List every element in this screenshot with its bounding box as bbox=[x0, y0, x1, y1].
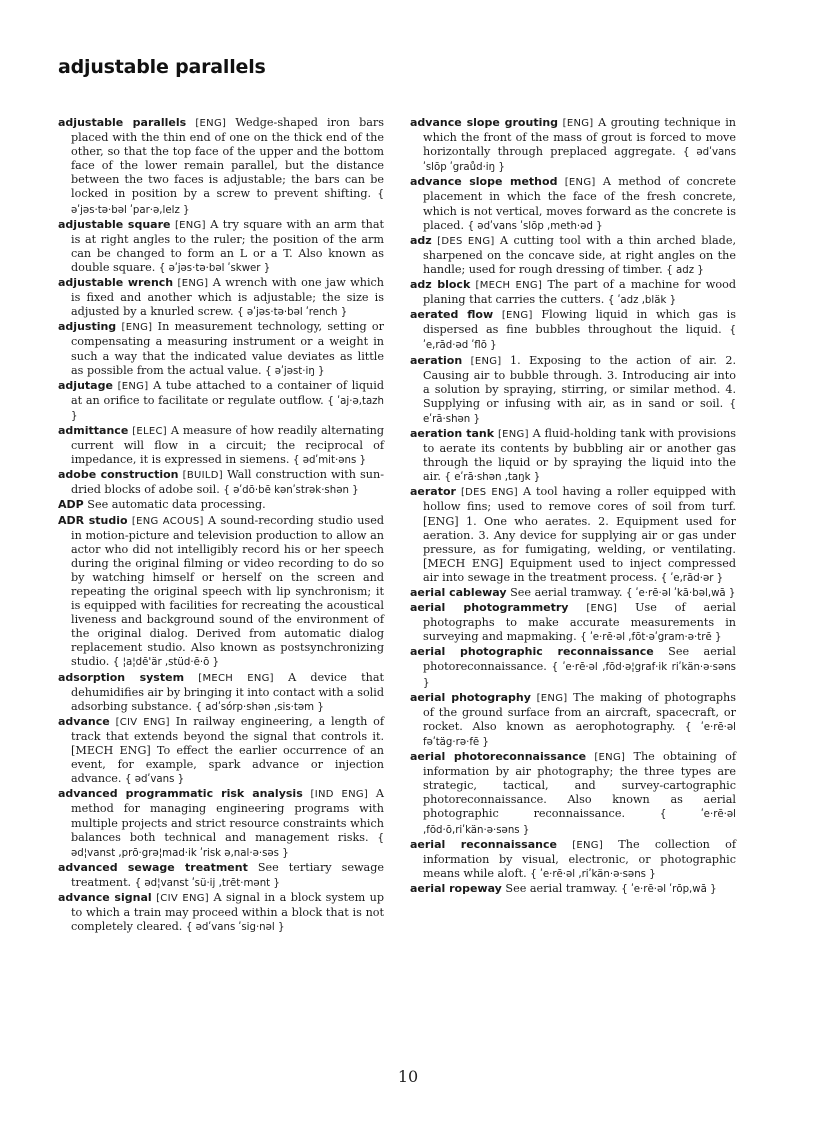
pronunciation: { ¦a¦dē'är ,stüd·ē·ō } bbox=[112, 657, 220, 669]
pronunciation: { ʹe·rē·əl fəʹtäg·rə·fē } bbox=[423, 721, 736, 748]
pronunciation: { ʹe,rād·əd ʹflō } bbox=[423, 325, 736, 352]
entry-headword: adjustable wrench bbox=[58, 276, 174, 290]
subject-label: [ENG] bbox=[594, 752, 626, 764]
running-head: adjustable parallels bbox=[58, 56, 266, 78]
pronunciation: { əd¦vanst ʹsü·ij ,trēt·mənt } bbox=[134, 877, 280, 889]
dictionary-entry bbox=[410, 601, 736, 645]
entry-headword: advanced sewage treatment bbox=[58, 860, 248, 874]
entry-definition: Flowing liquid in which gas is dispersed as fine bubbles throughout the liquid. bbox=[423, 308, 737, 337]
pronunciation: { əʹjəs·tə·bəl ʹskwer } bbox=[158, 262, 271, 274]
dictionary-entry bbox=[410, 691, 736, 750]
subject-label: [ENG ACOUS] bbox=[131, 515, 204, 527]
entry-definition: The collection of information by visual, electronic, or photographic means while aloft. bbox=[423, 837, 737, 880]
entry-definition: A measure of how readily alternating current will flow in a circuit; the reciprocal of impedance, it is expressed in siemens. bbox=[71, 423, 384, 467]
dictionary-entry bbox=[410, 750, 736, 838]
pronunciation: { ʹe·rē·əl ,fōd·ə¦graf·ik riʹkän·ə·səns } bbox=[423, 662, 736, 689]
entry-headword: adobe construction bbox=[58, 468, 179, 482]
entry-headword: advanced programmatic risk analysis bbox=[58, 787, 303, 801]
entry-definition: Wall construction with sun-dried blocks of adobe soil. bbox=[71, 468, 384, 497]
dictionary-entry bbox=[410, 645, 736, 690]
entry-headword: aerial photographic reconnaissance bbox=[410, 645, 654, 659]
pronunciation: { ʹaj·ə,tazh } bbox=[71, 395, 384, 422]
subject-label: [MECH ENG] bbox=[198, 672, 274, 684]
pronunciation: { ədʹvans } bbox=[125, 774, 185, 786]
dictionary-entry bbox=[58, 116, 384, 218]
subject-label: [IND ENG] bbox=[310, 789, 369, 801]
subject-label: [MECH ENG] bbox=[475, 280, 543, 292]
pronunciation: { əʹjəst·iŋ } bbox=[265, 365, 325, 377]
dictionary-entry bbox=[58, 715, 384, 787]
subject-label: [BUILD] bbox=[182, 470, 223, 482]
pronunciation: { əd¦vanst ,prō·grə¦mad·ik ʹrisk ə,nal·ə·səs } bbox=[71, 832, 384, 859]
subject-label: [DES ENG] bbox=[460, 487, 518, 499]
dictionary-entry bbox=[410, 882, 736, 897]
entry-definition: The making of photographs of the ground surface from an aircraft, spacecraft, or rocket. Also known as aerophotography. bbox=[423, 690, 736, 733]
entry-definition: In railway engineering, a length of track that extends beyond the signal that controls it. [MECH ENG] To effect the earlier occurrence of an event, for example, spark advance or injection advance. bbox=[71, 714, 384, 786]
dictionary-entry bbox=[58, 379, 384, 424]
pronunciation: { əʹjəs·tə·bəl ʹpar·ə,lelz } bbox=[71, 189, 384, 216]
entry-definition: A cutting tool with a thin arched blade, sharpened on the concave side, at right angles on the handle; used for rough dressing of timber. bbox=[423, 233, 736, 276]
subject-label: [ENG] bbox=[586, 603, 618, 615]
entry-headword: aerial ropeway bbox=[410, 881, 502, 895]
dictionary-entry bbox=[58, 514, 384, 671]
entry-headword: aerial photography bbox=[410, 690, 531, 704]
dictionary-entry bbox=[410, 586, 736, 601]
entry-definition: See tertiary sewage treatment. bbox=[71, 860, 384, 889]
dictionary-entry bbox=[410, 354, 736, 427]
dictionary-entry bbox=[58, 671, 384, 715]
subject-label: [ENG] bbox=[117, 380, 149, 392]
subject-label: [ENG] bbox=[501, 310, 533, 322]
pronunciation: { eʹrā·shən } bbox=[423, 398, 736, 425]
entry-headword: advance slope grouting bbox=[410, 116, 559, 129]
right-column bbox=[410, 116, 736, 897]
pronunciation: { ʹadz ,bläk } bbox=[607, 295, 677, 307]
dictionary-entry bbox=[410, 175, 736, 233]
entry-definition: A try square with an arm that is at right angles to the ruler; the position of the arm can be changed to form an L or a T. Also known as double square. bbox=[71, 217, 385, 274]
entry-headword: advance bbox=[58, 714, 110, 728]
entry-headword: advance signal bbox=[58, 890, 152, 904]
pronunciation: { ʹe,rād·ər } bbox=[660, 572, 724, 584]
pronunciation: { ʹe·rē·əl ,fōt·əʹgram·ə·trē } bbox=[580, 632, 722, 644]
entry-definition: See aerial tramway. bbox=[505, 881, 618, 895]
entry-headword: advance slope method bbox=[410, 175, 558, 189]
entry-headword: adsorption system bbox=[58, 670, 185, 684]
entry-definition: A fluid-holding tank with provisions to aerate its contents by bubbling air or another gas through the liquid or by spraying the liquid into the air. bbox=[423, 426, 737, 484]
entry-headword: ADR studio bbox=[58, 513, 128, 527]
subject-label: [ENG] bbox=[572, 839, 604, 851]
subject-label: [DES ENG] bbox=[437, 235, 495, 247]
pronunciation: { ʹe·rē·əl ʹrōp,wā } bbox=[621, 883, 717, 895]
entry-headword: adjutage bbox=[58, 378, 113, 392]
subject-label: [ENG] bbox=[121, 322, 153, 334]
dictionary-entry bbox=[58, 498, 384, 513]
entry-definition: A tool having a roller equipped with hollow fins; used to remove cores of soil from turf. [ENG] 1. One who aerates. 2. Equipment used for aeration. 3. Any device for supplying air or gas under pressure, as for fumigating, welding, or ventilating. [MECH ENG] Equipment used to inject compressed air into sewage in the treatment process. bbox=[423, 485, 736, 584]
dictionary-entry bbox=[410, 838, 736, 882]
entry-headword: adjusting bbox=[58, 320, 117, 334]
entry-headword: aerator bbox=[410, 485, 456, 499]
pronunciation: { ʹe·rē·əl ,fōd·ō,riʹkän·ə·səns } bbox=[423, 809, 736, 836]
entry-definition: See aerial tramway. bbox=[510, 586, 623, 599]
entry-definition: Wedge-shaped iron bars placed with the thin end of one on the thick end of the other, so that the top face of the upper and the bottom face of the lower remain parallel, but the distance between the two faces is adjustable; the bars can be locked in position by a screw to prevent shifting. bbox=[71, 116, 385, 201]
entry-definition: In measurement technology, setting or compensating a measuring instrument or a weight in such a way that the indicated value deviates as little as possible from the actual value. bbox=[71, 320, 385, 377]
entry-headword: aeration bbox=[410, 353, 463, 367]
entry-definition: See aerial photoreconnaissance. bbox=[423, 645, 736, 674]
pronunciation: { adʹsórp·shən ,sis·təm } bbox=[195, 701, 324, 713]
dictionary-entry bbox=[410, 116, 736, 175]
entry-headword: aerial cableway bbox=[410, 586, 507, 599]
entry-definition: A device that dehumidifies air by bringing it into contact with a solid adsorbing substance. bbox=[71, 670, 384, 713]
pronunciation: { eʹrā·shən ,taŋk } bbox=[444, 472, 541, 484]
dictionary-entry bbox=[58, 320, 384, 378]
subject-label: [ENG] bbox=[564, 177, 596, 189]
dictionary-entry bbox=[58, 218, 384, 276]
entry-definition: The obtaining of information by air photography; the three types are strategic, tactical, and survey-cartographic photoreconnaissance. Also known as aerial photographic reconnaissance. bbox=[423, 750, 736, 821]
subject-label: [ELEC] bbox=[132, 425, 167, 437]
dictionary-entry bbox=[410, 308, 736, 353]
pronunciation: { ədʹvans ʹsig·nəl } bbox=[185, 922, 285, 934]
entry-definition: A method of concrete placement in which the face of the fresh concrete, which is not vertical, moves forward as the concrete is placed. bbox=[423, 175, 737, 232]
subject-label: [ENG] bbox=[174, 219, 206, 231]
entry-headword: aerial reconnaissance bbox=[410, 837, 557, 851]
dictionary-entry bbox=[410, 485, 736, 586]
entry-definition: A tube attached to a container of liquid at an orifice to facilitate or regulate outflow. bbox=[71, 378, 384, 407]
entry-headword: aerial photoreconnaissance bbox=[410, 750, 587, 764]
pronunciation: { ədʹvans ʹslōp ,meth·əd } bbox=[467, 220, 603, 232]
entry-headword: aeration tank bbox=[410, 426, 495, 440]
entry-headword: ADP bbox=[58, 498, 84, 512]
entry-headword: adjustable parallels bbox=[58, 116, 187, 129]
entry-headword: adz block bbox=[410, 278, 471, 292]
entry-definition: See automatic data processing. bbox=[87, 498, 266, 512]
entry-headword: adz bbox=[410, 233, 432, 247]
dictionary-entry bbox=[58, 787, 384, 860]
entry-definition: The part of a machine for wood planing that carries the cutters. bbox=[423, 278, 736, 307]
entry-definition: A wrench with one jaw which is fixed and another which is adjustable; the size is adjusted by a knurled screw. bbox=[71, 276, 384, 319]
entry-definition: A sound-recording studio used in motion-picture and television production to allow an actor who did not intelligibly record his or her speech during the original filming or video recording to do so by watching himself or herself on the screen and repeating the original speech with lip synchronism; it is equipped with facilities for recreating the acoustical liveness and background sound of the environment of the original dialog. Derived from automatic dialog replacement studio. Also known as postsynchronizing studio. bbox=[71, 513, 385, 669]
entry-definition: A method for managing engineering programs with multiple projects and strict resource constraints which balances both technical and management risks. bbox=[71, 787, 384, 844]
subject-label: [ENG] bbox=[177, 278, 209, 290]
page-number: 10 bbox=[397, 1067, 419, 1086]
pronunciation: { ʹe·rē·əl ʹkā·bəl,wā } bbox=[625, 588, 736, 599]
dictionary-entry bbox=[58, 468, 384, 498]
dictionary-entry bbox=[58, 424, 384, 468]
pronunciation: { adz } bbox=[666, 264, 704, 276]
pronunciation: { əʹjəs·tə·bəl ʹrench } bbox=[237, 307, 348, 319]
pronunciation: { ʹe·rē·əl ,riʹkän·ə·səns } bbox=[530, 868, 656, 880]
dictionary-entry bbox=[410, 427, 736, 485]
dictionary-entry bbox=[410, 234, 736, 278]
pronunciation: { ədʹvans ʹslōp ʹgraůd·iŋ } bbox=[423, 147, 737, 174]
entry-definition: Use of aerial photographs to make accurate measurements in surveying and mapmaking. bbox=[423, 601, 737, 644]
entry-headword: admittance bbox=[58, 423, 129, 437]
dictionary-entry bbox=[58, 276, 384, 320]
entry-definition: 1. Exposing to the action of air. 2. Causing air to bubble through. 3. Introducing air into a solution by spraying, stirring, or similar method. 4. Supplying or infusing with air, as in sand or soil. bbox=[423, 353, 737, 410]
subject-label: [ENG] bbox=[195, 118, 227, 129]
subject-label: [ENG] bbox=[497, 428, 529, 440]
dictionary-entry bbox=[58, 891, 384, 935]
entry-headword: aerial photogrammetry bbox=[410, 601, 569, 615]
pronunciation: { ədʹmit·əns } bbox=[292, 455, 366, 467]
entry-definition: A signal in a block system up to which a train may proceed within a block that is not completely cleared. bbox=[71, 890, 385, 934]
pronunciation: { əʹdō·bē kənʹstrək·shən } bbox=[223, 485, 359, 497]
subject-label: [CIV ENG] bbox=[156, 892, 209, 904]
subject-label: [ENG] bbox=[536, 692, 568, 704]
subject-label: [ENG] bbox=[470, 355, 502, 367]
subject-label: [ENG] bbox=[562, 118, 594, 129]
entry-headword: aerated flow bbox=[410, 308, 494, 322]
entry-definition: A grouting technique in which the front of the mass of grout is forced to move horizontally through preplaced aggregate. bbox=[423, 116, 736, 159]
subject-label: [CIV ENG] bbox=[115, 716, 170, 728]
entry-headword: adjustable square bbox=[58, 217, 171, 231]
dictionary-entry bbox=[410, 278, 736, 308]
left-column bbox=[58, 116, 384, 935]
dictionary-entry bbox=[58, 861, 384, 891]
